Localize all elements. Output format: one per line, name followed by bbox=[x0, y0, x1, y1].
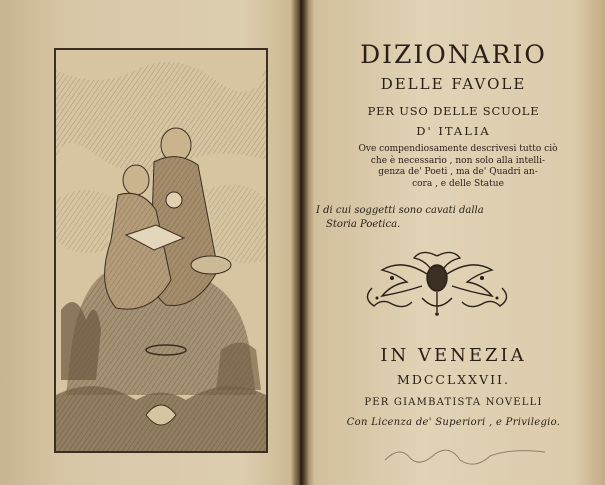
description-line: genza de' Poeti , ma de' Quadri an- bbox=[378, 167, 538, 177]
description-line: cora , e delle Statue bbox=[412, 178, 504, 189]
note-line: Storia Poetica. bbox=[326, 219, 401, 230]
imprint-printer: PER GIAMBATISTA NOVELLI bbox=[364, 397, 543, 408]
left-page bbox=[0, 0, 298, 485]
description-line: Ove compendiosamente descrivesi tutto ciò bbox=[358, 144, 558, 154]
handwritten-signature bbox=[380, 440, 550, 470]
book-subtitle: DELLE FAVOLE bbox=[380, 75, 527, 93]
note-line: I di cui soggetti sono cavati dalla bbox=[316, 205, 484, 216]
book-note bbox=[316, 204, 596, 232]
imprint-license: Con Licenza de' Superiori , e Privilegio. bbox=[346, 417, 561, 428]
title-page bbox=[302, 0, 605, 485]
description-line: che è necessario , non solo alla intelli- bbox=[370, 155, 546, 166]
book-title: DIZIONARIO bbox=[360, 40, 547, 69]
book-country: D' ITALIA bbox=[416, 124, 491, 138]
frontispiece-engraving bbox=[54, 48, 268, 453]
imprint-city: IN VENEZIA bbox=[380, 345, 527, 366]
imprint-year: MDCCLXXVII. bbox=[397, 372, 510, 387]
printer-device-ornament bbox=[352, 248, 522, 318]
book-purpose: PER USO DELLE SCUOLE bbox=[367, 104, 540, 118]
book-description bbox=[318, 144, 598, 190]
